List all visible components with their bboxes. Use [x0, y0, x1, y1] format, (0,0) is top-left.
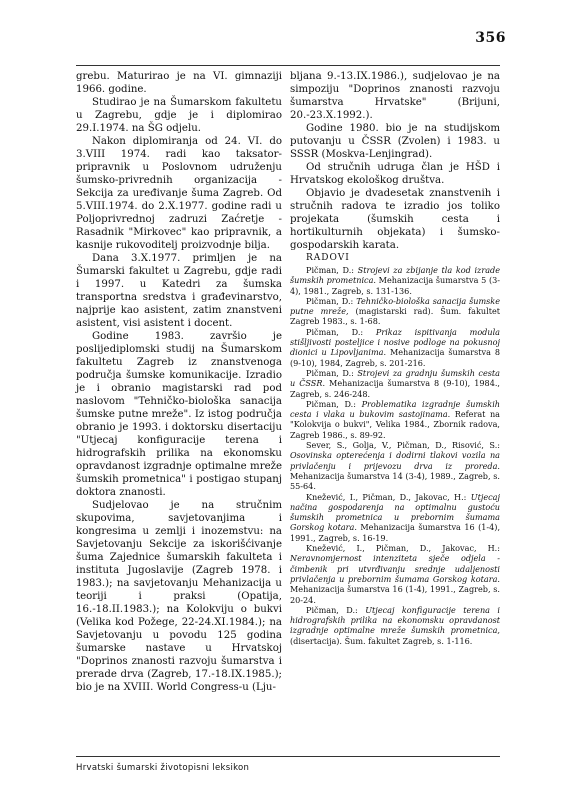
- paragraph: Objavio je dvadesetak znanstvenih i stručnih radova te izradio jos toliko projekata (šumskih cesta i hortikulturnih objekata) i šumsko-gospodarskih karata.: [290, 188, 500, 251]
- reference-title: Strojevi za gradnju šumskih cesta u ČSSR.: [290, 367, 500, 389]
- left-column: [76, 70, 282, 694]
- reference-authors: Pičman, D.:: [306, 295, 354, 306]
- header-rule: [76, 65, 500, 66]
- reference-item: [290, 327, 500, 368]
- running-footer: Hrvatski šumarski životopisni leksikon: [76, 763, 250, 773]
- right-column: [290, 70, 500, 646]
- reference-details: Referat na "Kolokvija o bukvi", Velika 1984., Zbornik radova, Zagreb 1986., s. 89-92.: [290, 409, 500, 440]
- paragraph: Od stručnih udruga član je HŠD i Hrvatskog ekološkog društva.: [290, 162, 500, 186]
- reference-authors: Knežević, I., Pičman, D., Jakovac, H.:: [306, 491, 467, 502]
- footer-rule: [76, 756, 500, 757]
- reference-authors: Pičman, D.:: [306, 265, 354, 275]
- reference-title: Utjecaj konfiguracije terena i hidrografskih prilika na ekonomsku opravdanost izgradnje optimalne mreže šumskih prometnica,: [290, 604, 500, 636]
- reference-item: [290, 605, 500, 646]
- reference-item: [290, 265, 500, 296]
- reference-title: Tehničko-biološka sanacija šumske putne mreže,: [290, 295, 500, 317]
- reference-title: Strojevi za zbijanje tla kod izrade šumskih prometnica.: [290, 265, 500, 286]
- reference-details: (magistarski rad). Šum. fakultet Zagreb 1983., s. 1-68.: [290, 306, 501, 327]
- paragraph: bljana 9.-13.IX.1986.), sudjelovao je na simpoziju "Doprinos znanosti razvoju šumarstva Hrvatske" (Brijuni, 20.-23.X.1992.).: [290, 71, 500, 121]
- section-heading-radovi: RADOVI: [306, 253, 350, 263]
- paragraph: grebu. Maturirao je na VI. gimnaziji 1966. godine.: [76, 71, 282, 95]
- reference-title: Prikaz ispitivanja modula stišljivosti posteljice i nosive podloge na pokusnoj dionici u Lipovljanima.: [290, 326, 500, 358]
- reference-title: Osovinska opterećenja i dodirni tlakovi vozila na privlačenju i prijevozu drva iz proreda.: [290, 450, 500, 471]
- reference-details: Mehanizacija šumarstva 5 (3-4), 1981., Zagreb, s. 131-136.: [290, 275, 500, 296]
- reference-details: Mehanizacija šumarstva 14 (3-4), 1989., Zagreb, s. 55-64.: [290, 470, 500, 492]
- reference-title: Problematika izgradnje šumskih cesta i vlaka u bukovim sastojinama.: [290, 398, 500, 420]
- reference-item: [290, 543, 500, 605]
- reference-item: [290, 296, 500, 327]
- paragraph: Nakon diplomiranja od 24. VI. do 3.VIII 1974. radi kao taksator-pripravnik u Poslovnom udruženju šumsko-privrednih organizacija - Sekcija za uređivanje šuma Zagreb. Od 5.VIII.1974. do 2.X.1977. godine radi u Poljoprivrednoj zadruzi Zaćretje - Rasadnik "Mirkovec" kao pripravnik, a kasnije rukovoditelj proizvodnje bilja.: [76, 136, 282, 251]
- paragraph: Dana 3.X.1977. primljen je na Šumarski fakultet u Zagrebu, gdje radi i 1997. u Katedri za šumska transportna sredstva i građevinarstvo, najprije kao asistent, zatim znanstveni asistent, visi asistent i docent.: [76, 253, 282, 329]
- reference-authors: Sever, S., Golja, V., Pičman, D., Risović, S.:: [306, 440, 500, 451]
- reference-details: Mehanizacija šumarstva 8 (9-10), 1984., Zagreb, s. 246-248.: [290, 378, 500, 399]
- reference-authors: Knežević, I., Pičman, D., Jakovac, H.:: [306, 543, 500, 554]
- reference-details: Mehanizacija šumarstva 16 (1-4), 1991., Zagreb, s. 20-24.: [290, 584, 500, 605]
- references-list: [290, 265, 500, 646]
- reference-title: Neravnomjernost intenziteta sječe odjela - čimbenik pri utvrđivanju srednje udaljenosti privlačenja u prebornim šumama Gorskog kotara.: [290, 553, 500, 584]
- page-number: 356: [475, 30, 506, 46]
- reference-item: [290, 399, 500, 440]
- reference-details: Mehanizacija šumarstva 8 (9-10), 1984, Zagreb, s. 201-216.: [290, 347, 501, 368]
- reference-details: Mehanizacija šumarstva 16 (1-4), 1991., Zagreb, s. 16-19.: [290, 522, 501, 543]
- reference-item: [290, 368, 500, 399]
- reference-details: (disertacija). Šum. fakultet Zagreb, s. 1-116.: [290, 635, 473, 646]
- paragraph: Studirao je na Šumarskom fakultetu u Zagrebu, gdje je i diplomirao 29.I.1974. na ŠG odjelu.: [76, 97, 282, 134]
- reference-authors: Pičman, D.:: [306, 604, 358, 615]
- reference-authors: Pičman, D.:: [306, 398, 356, 409]
- reference-item: [290, 440, 500, 491]
- reference-title: Utjecaj načina gospodarenja na optimalnu gustoću šumskih prometnica u prebornim šumama Gorskog kotara.: [290, 491, 500, 533]
- paragraph: Godine 1980. bio je na studijskom putovanju u ČSSR (Zvolen) i 1983. u SSSR (Moskva-Lenjingrad).: [290, 123, 500, 160]
- reference-authors: Pičman, D.:: [306, 326, 364, 337]
- reference-item: [290, 492, 500, 543]
- paragraph: Sudjelovao je na stručnim skupovima, savjetovanjima i kongresima u zemlji i inozemstvu: na Savjetovanju Sekcije za iskorišćivanje šuma Zajednice šumarskih fakulteta i instituta Jugoslavije (Zagreb 1978. i 1983.); na savjetovanju Mehanizacija u teoriji i praksi (Opatija, 16.-18.II.1983.); na Kolokviju o bukvi (Velika kod Požege, 22-24.XI.1984.); na Savjetovanju u povodu 125 godina šumarske nastave u Hrvatskoj "Doprinos znanosti razvoju šumarstva i prerade drva (Zagreb, 17.-18.IX.1985.); bio je na XVIII. World Congress-u (Lju-: [76, 500, 282, 693]
- reference-authors: Pičman, D.:: [306, 367, 354, 378]
- paragraph: Godine 1983. završio je poslijediplomski studij na Šumarskom fakultetu Zagreb iz znanstvenoga područja šumske komunikacije. Izradio je i obranio magistarski rad pod naslovom "Tehničko-biološka sanacija šumske putne mreže". Iz istog područja obranio je 1993. i doktorsku disertaciju "Utjecaj konfiguracije terena i hidrografskih prilika na ekonomsku opravdanost izgradnje optimalne mreže šumskih prometnica" i postigao stupanj doktora znanosti.: [76, 331, 282, 498]
